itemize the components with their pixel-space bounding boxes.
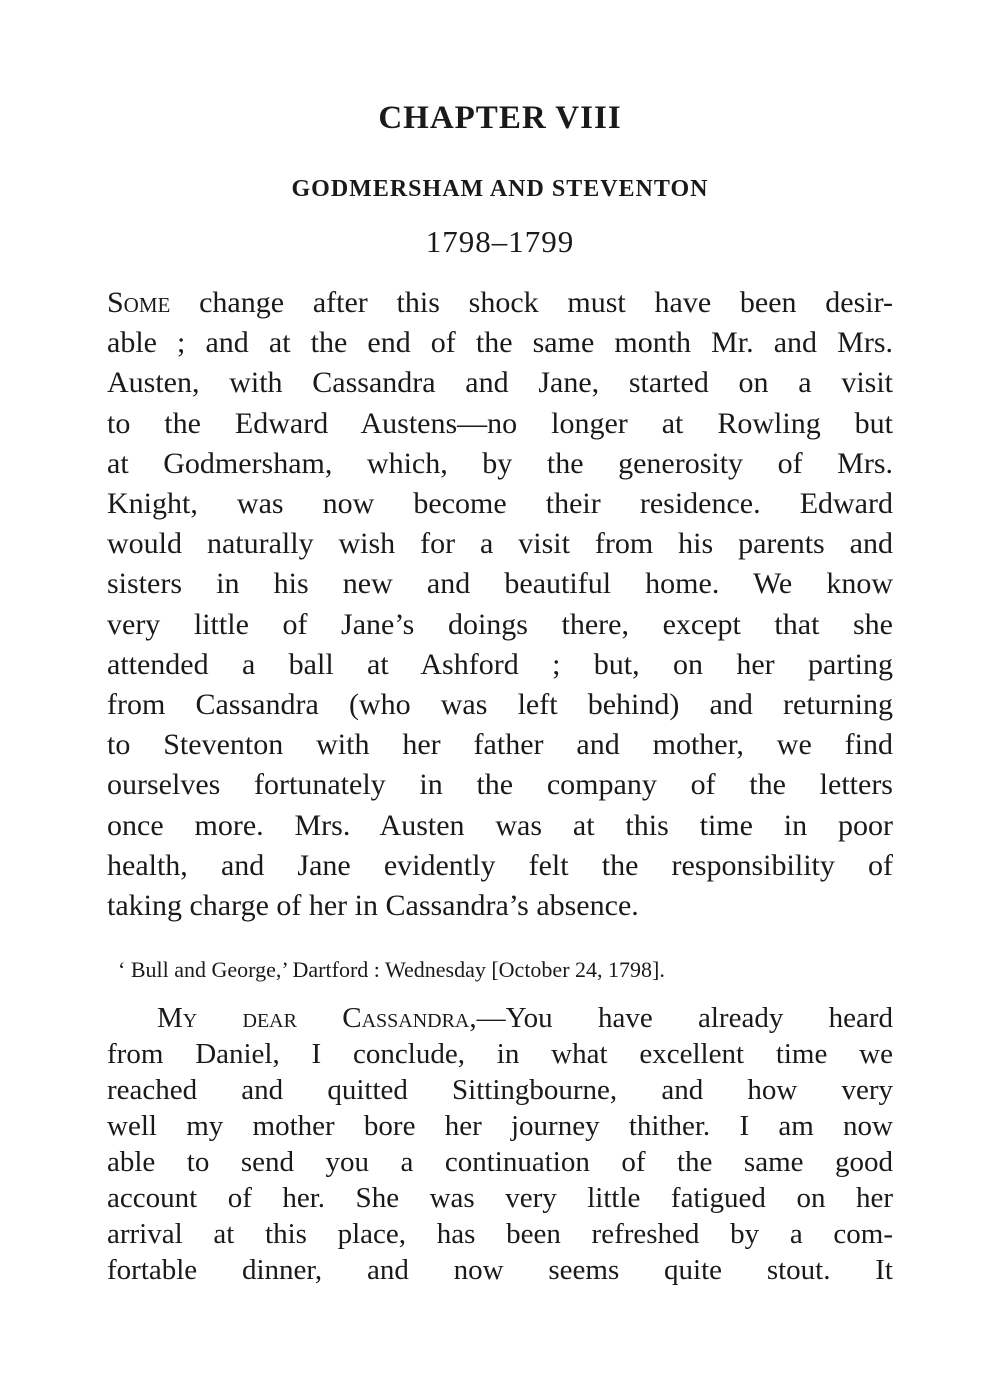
chapter-subtitle: GODMERSHAM AND STEVENTON xyxy=(291,176,709,202)
letter-line: able to send you a continuation of the same good xyxy=(107,1146,893,1178)
paragraph-line: Knight, was now become their residence. Edward xyxy=(107,487,893,521)
line-text: change after this shock must have been desir- xyxy=(170,286,893,319)
letter-line: fortable dinner, and now seems quite stout. It xyxy=(107,1254,893,1286)
paragraph-line: from Cassandra (who was left behind) and returning xyxy=(107,688,893,722)
paragraph-line: to Steventon with her father and mother, we find xyxy=(107,728,893,762)
paragraph-line: attended a ball at Ashford ; but, on her parting xyxy=(107,647,893,681)
chapter-title: CHAPTER VIII xyxy=(378,100,622,136)
letter-line: from Daniel, I conclude, in what excellent time we xyxy=(107,1038,893,1070)
paragraph-line: at Godmersham, which, by the generosity of Mrs. xyxy=(107,446,893,480)
paragraph-line: Austen, with Cassandra and Jane, started on a visit xyxy=(107,366,893,400)
paragraph-line: able ; and at the end of the same month Mr. and Mrs. xyxy=(107,326,893,360)
paragraph-line: taking charge of her in Cassandra’s absence. xyxy=(107,889,639,923)
letter-paragraph xyxy=(107,1000,893,1288)
letter-dateline: ‘ Bull and George,’ Dartford : Wednesday [October 24, 1798]. xyxy=(118,957,665,982)
letter-line: reached and quitted Sittingbourne, and how very xyxy=(107,1074,893,1106)
letter-line: arrival at this place, has been refreshed by a com- xyxy=(107,1218,893,1250)
main-paragraph xyxy=(107,283,893,926)
letter-line xyxy=(107,1000,893,1036)
paragraph-line: very little of Jane’s doings there, except that she xyxy=(107,607,893,641)
chapter-years: 1798–1799 xyxy=(425,224,575,259)
letter-salutation: My dear Cassandra, xyxy=(157,1002,477,1034)
paragraph-line: to the Edward Austens—no longer at Rowling but xyxy=(107,406,893,440)
letter-line: well my mother bore her journey thither. I am now xyxy=(107,1110,893,1142)
paragraph-line: ourselves fortunately in the company of the letters xyxy=(107,768,893,802)
paragraph-line: once more. Mrs. Austen was at this time in poor xyxy=(107,808,893,842)
paragraph-line: would naturally wish for a visit from his parents and xyxy=(107,527,893,561)
line-text: —You have already heard xyxy=(476,1002,893,1034)
paragraph-line xyxy=(107,283,893,323)
opening-small-caps: Some xyxy=(107,286,171,319)
paragraph-line: health, and Jane evidently felt the responsibility of xyxy=(107,848,893,882)
letter-line: account of her. She was very little fatigued on her xyxy=(107,1182,893,1214)
paragraph-line: sisters in his new and beautiful home. We know xyxy=(107,567,893,601)
